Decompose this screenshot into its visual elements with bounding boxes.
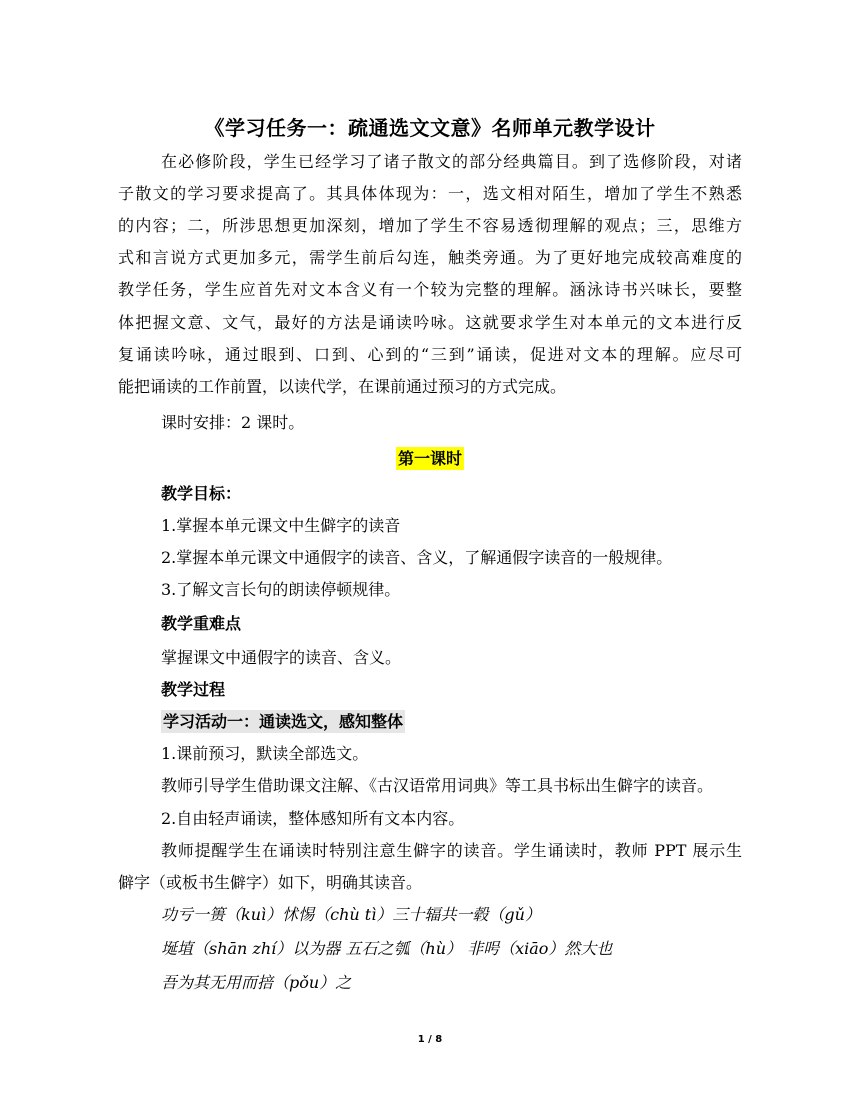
objective-item: 3.了解文言长句的朗读停顿规律。 <box>161 580 401 599</box>
intro-line: 教学任务，学生应首先对文本含义有一个较为完整的理解。涵泳诗书兴味长，要整 <box>118 280 742 299</box>
intro-line: 能把诵读的工作前置，以读代学，在课前通过预习的方式完成。 <box>118 377 567 396</box>
word-list-line: 埏埴（shān zhí）以为器 五石之瓠（hù） 非呺（xiāo）然大也 <box>161 939 613 958</box>
intro-line: 式和言说方式更加多元，需学生前后勾连，触类旁通。为了更好地完成较高难度的 <box>118 248 742 267</box>
intro-line: 的内容；二，所涉思想更加深刻，增加了学生不容易透彻理解的观点；三，思维方 <box>118 216 742 235</box>
objective-item: 1.掌握本单元课文中生僻字的读音 <box>161 516 401 535</box>
step-text: 教师引导学生借助课文注解、《古汉语常用词典》等工具书标出生僻字的读音。 <box>161 776 714 795</box>
key-points-text: 掌握课文中通假字的读音、含义。 <box>161 648 402 667</box>
step-text: 1.课前预习，默读全部选文。 <box>161 744 369 763</box>
step-text: 2.自由轻声诵读，整体感知所有文本内容。 <box>161 809 465 828</box>
schedule-text: 课时安排：2 课时。 <box>161 413 305 432</box>
objective-item: 2.掌握本单元课文中通假字的读音、含义，了解通假字读音的一般规律。 <box>161 548 673 567</box>
objectives-heading: 教学目标： <box>161 484 242 503</box>
intro-line: 子散文的学习要求提高了。其具体体现为：一，选文相对陌生，增加了学生不熟悉 <box>118 184 742 203</box>
page-number: 1 / 8 <box>417 1034 443 1045</box>
word-list-line: 功亏一篑（kuì）怵惕（chù tì）三十辐共一毂（gǔ） <box>161 905 541 924</box>
activity-heading <box>161 712 742 732</box>
step-text: 教师提醒学生在诵读时特别注意生僻字的读音。学生诵读时，教师 PPT 展示生 <box>161 841 742 860</box>
activity-heading-label: 学习活动一：通读选文，感知整体 <box>163 712 404 731</box>
intro-line: 在必修阶段，学生已经学习了诸子散文的部分经典篇目。到了选修阶段，对诸 <box>161 152 742 171</box>
lesson-heading-label: 第一课时 <box>397 449 462 468</box>
key-points-heading: 教学重难点 <box>161 614 242 633</box>
process-heading: 教学过程 <box>161 680 226 699</box>
word-list-line: 吾为其无用而掊（pǒu）之 <box>161 973 352 992</box>
lesson-heading <box>0 449 860 469</box>
step-text: 僻字（或板书生僻字）如下，明确其读音。 <box>118 873 423 892</box>
intro-line: 复诵读吟咏，通过眼到、口到、心到的“三到”诵读，促进对文本的理解。应尽可 <box>118 345 742 364</box>
document-title: 《学习任务一：疏通选文文意》名师单元教学设计 <box>204 116 656 140</box>
intro-line: 体把握文意、文气，最好的方法是诵读吟咏。这就要求学生对本单元的文本进行反 <box>118 313 742 332</box>
